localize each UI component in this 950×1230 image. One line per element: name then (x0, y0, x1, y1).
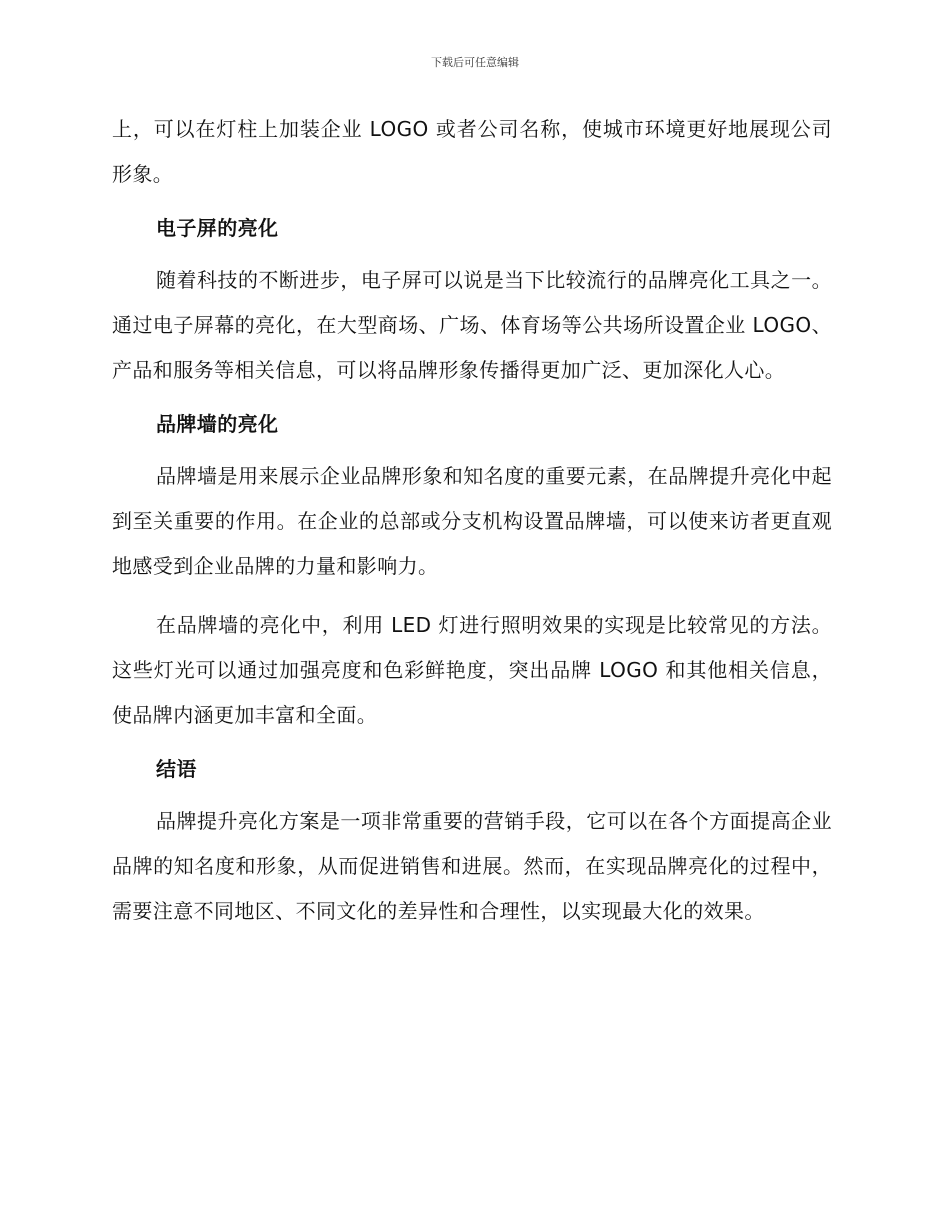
section-heading-screen: 电子屏的亮化 (156, 216, 279, 240)
document-body (112, 107, 832, 948)
brand-wall-paragraph-1: 品牌墙是用来展示企业品牌形象和知名度的重要元素，在品牌提升亮化中起到至关重要的作用。在企业的总部或分支机构设置品牌墙，可以使来访者更直观地感受到企业品牌的力量和影响力。 (112, 464, 832, 578)
brand-wall-paragraph-2: 在品牌墙的亮化中，利用 LED 灯进行照明效果的实现是比较常见的方法。这些灯光可以通过加强亮度和色彩鲜艳度，突出品牌 LOGO 和其他相关信息，使品牌内涵更加丰富和全面。 (112, 613, 832, 727)
section-heading-brand-wall: 品牌墙的亮化 (156, 412, 279, 436)
conclusion-paragraph: 品牌提升亮化方案是一项非常重要的营销手段，它可以在各个方面提高企业品牌的知名度和形象，从而促进销售和进展。然而，在实现品牌亮化的过程中，需要注意不同地区、不同文化的差异性和合理性，以实现最大化的效果。 (112, 809, 832, 923)
intro-continuation-paragraph: 上，可以在灯柱上加装企业 LOGO 或者公司名称，使城市环境更好地展现公司形象。 (112, 117, 832, 186)
page-header: 下载后可任意编辑 (431, 56, 519, 69)
section-heading-conclusion: 结语 (156, 757, 197, 781)
screen-paragraph: 随着科技的不断进步，电子屏可以说是当下比较流行的品牌亮化工具之一。通过电子屏幕的亮化，在大型商场、广场、体育场等公共场所设置企业 LOGO、产品和服务等相关信息，可以将品牌形象传播得更加广泛、更加深化人心。 (112, 268, 832, 382)
